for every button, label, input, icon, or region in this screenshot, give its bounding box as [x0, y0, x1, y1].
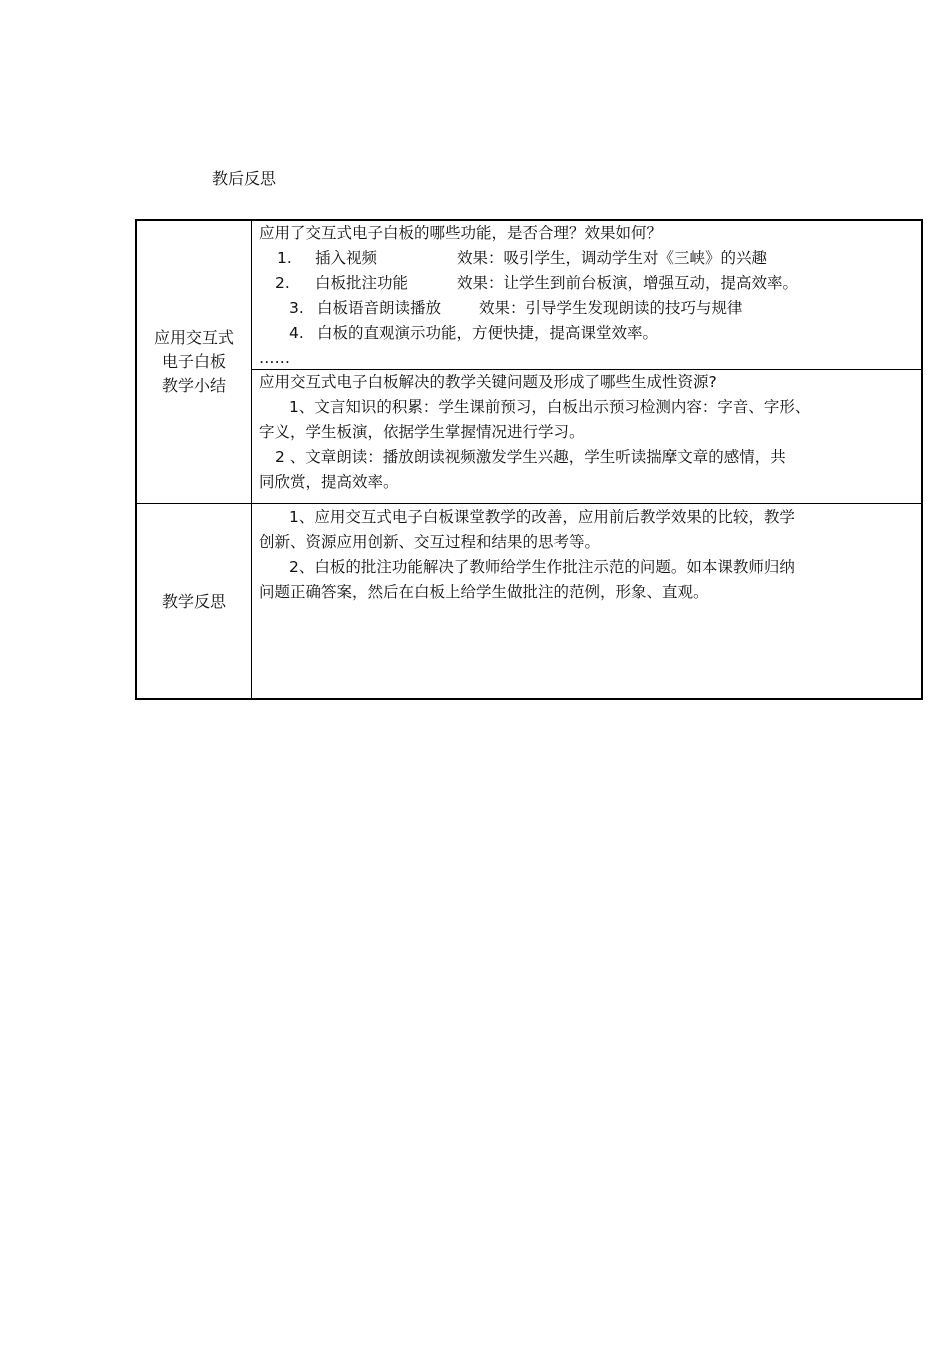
item-name: 白板的直观演示功能，方便快捷，提高课堂效率。: [317, 324, 659, 342]
column-divider: [251, 221, 252, 698]
item-number: 3.: [289, 299, 304, 317]
item-effect: 效果：吸引学生，调动学生对《三峡》的兴趣: [457, 249, 768, 267]
item-name: 插入视频: [315, 249, 378, 267]
paragraph-line: 创新、资源应用创新、交互过程和结果的思考等。: [259, 533, 601, 551]
item-name: 白板批注功能: [315, 274, 409, 292]
label-line: 电子白板: [161, 352, 226, 371]
teaching-reflection-section: [259, 505, 915, 605]
section-question: 应用了交互式电子白板的哪些功能，是否合理？效果如何？: [259, 224, 663, 242]
page-heading: 教后反思: [212, 169, 277, 188]
item-effect: 效果：让学生到前台板演，增强互动，提高效率。: [457, 274, 799, 292]
paragraph-line: 1、应用交互式电子白板课堂教学的改善，应用前后教学效果的比较，教学: [289, 508, 795, 526]
list-item: [259, 271, 915, 296]
paragraph-line: 2 、文章朗读：播放朗读视频激发学生兴趣，学生听读揣摩文章的感情，共: [275, 448, 786, 466]
functions-section: [259, 221, 915, 371]
paragraph-line: 1、文言知识的积累：学生课前预习，白板出示预习检测内容：字音、字形、: [289, 398, 811, 416]
row-label-reflection: [137, 504, 251, 700]
list-item: [259, 296, 915, 321]
item-number: 4.: [289, 324, 304, 342]
label-line: 应用交互式: [153, 328, 234, 347]
list-item: [259, 246, 915, 271]
item-number: 1.: [277, 249, 292, 267]
key-problems-section: [259, 370, 915, 495]
row-label-summary: [137, 221, 251, 503]
paragraph-line: 字义，学生板演，依据学生掌握情况进行学习。: [259, 423, 585, 441]
paragraph-line: 2、白板的批注功能解决了教师给学生作批注示范的问题。如本课教师归纳: [289, 558, 795, 576]
paragraph-line: 同欣赏，提高效率。: [259, 473, 399, 491]
item-number: 2.: [275, 274, 290, 292]
list-item: [259, 321, 915, 346]
section-question: 应用交互式电子白板解决的教学关键问题及形成了哪些生成性资源?: [259, 373, 717, 391]
ellipsis: ……: [259, 349, 290, 367]
paragraph-line: 问题正确答案，然后在白板上给学生做批注的范例，形象、直观。: [259, 583, 709, 601]
label-line: 教学反思: [161, 592, 226, 611]
label-line: 教学小结: [161, 376, 226, 395]
item-name: 白板语音朗读播放: [317, 299, 442, 317]
item-effect: 效果：引导学生发现朗读的技巧与规律: [479, 299, 743, 317]
row-divider: [137, 503, 921, 504]
reflection-table: [135, 219, 923, 700]
